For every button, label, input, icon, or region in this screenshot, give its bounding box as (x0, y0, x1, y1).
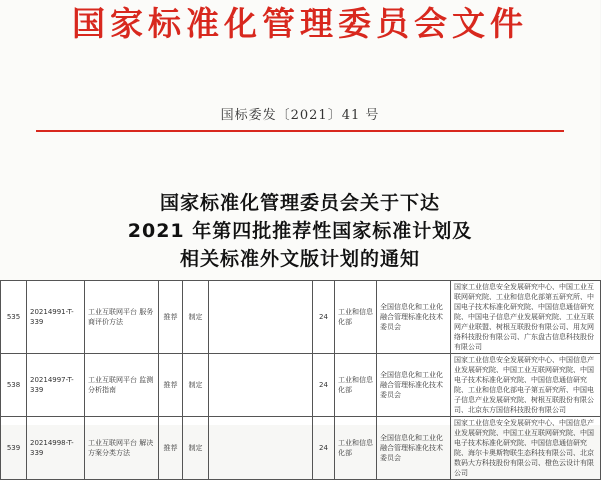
standard-name-cell: 工业互联网平台 监测分析指南 (85, 354, 159, 417)
table-row (1, 281, 601, 354)
department-cell: 工业和信息化部 (335, 417, 377, 480)
drafters-cell: 国家工业信息安全发展研究中心、中国工业互联网研究院、工业和信息化部第五研究所、中国电子技术标准化研究院、中国信息通信研究院、中国电子信息产业发展研究院、工业互联网产业联盟、树根互联股份有限公司、用友网络科技股份有限公司、广东盘古信息科技股份有限公司 (451, 281, 601, 354)
nature-cell: 推荐 (159, 417, 183, 480)
plan-number-cell: 20214991-T-339 (27, 281, 85, 354)
months-cell: 24 (313, 417, 335, 480)
notice-title-line-1: 国家标准化管理委员会关于下达 (159, 192, 440, 214)
plan-number-cell: 20214997-T-339 (27, 354, 85, 417)
notice-title-line-2: 2021 年第四批推荐性国家标准计划及 (127, 220, 473, 242)
standard-name-cell: 工业互联网平台 解决方案分类方法 (85, 417, 159, 480)
plan-number-cell: 20214998-T-339 (27, 417, 85, 480)
type-cell: 制定 (183, 281, 209, 354)
drafters-cell: 国家工业信息安全发展研究中心、中国信息产业发展研究院、中国工业互联网研究院、中国电子技术标准化研究院、中国信息通信研究院、工业和信息化部电子第五研究所、中国电子信息产业发展研究院、树根互联股份有限公司、北京东方国信科技股份有限公司 (451, 354, 601, 417)
committee-cell: 全国信息化和工业化融合管理标准化技术委员会 (377, 354, 451, 417)
masthead-title: 国家标准化管理委员会文件 (72, 4, 528, 43)
red-divider-rule (36, 130, 564, 132)
department-cell: 工业和信息化部 (335, 281, 377, 354)
seq-cell: 535 (1, 281, 27, 354)
nature-cell: 推荐 (159, 354, 183, 417)
department-cell: 工业和信息化部 (335, 354, 377, 417)
empty-cell (209, 354, 313, 417)
empty-cell (209, 417, 313, 480)
seq-cell: 538 (1, 354, 27, 417)
document-number: 国标委发〔2021〕41 号 (220, 108, 380, 123)
seq-cell: 539 (1, 417, 27, 480)
committee-cell: 全国信息化和工业化融合管理标准化技术委员会 (377, 417, 451, 480)
months-cell: 24 (313, 281, 335, 354)
notice-title-line-3: 相关标准外文版计划的通知 (179, 248, 420, 270)
committee-cell: 全国信息化和工业化融合管理标准化技术委员会 (377, 281, 451, 354)
empty-cell (209, 281, 313, 354)
nature-cell: 推荐 (159, 281, 183, 354)
type-cell: 制定 (183, 417, 209, 480)
table-row (1, 417, 601, 480)
table-row (1, 354, 601, 417)
standards-plan-table (0, 280, 600, 477)
standard-name-cell: 工业互联网平台 服务商评价方法 (85, 281, 159, 354)
months-cell: 24 (313, 354, 335, 417)
type-cell: 制定 (183, 354, 209, 417)
drafters-cell: 国家工业信息安全发展研究中心、中国信息产业发展研究院、中国工业互联网研究院、中国电子技术标准化研究院、中国信息通信研究院、海尔卡奥斯物联生态科技有限公司、北京数码大方科技股份有限公司、橙色云设计有限公司 (451, 417, 601, 480)
